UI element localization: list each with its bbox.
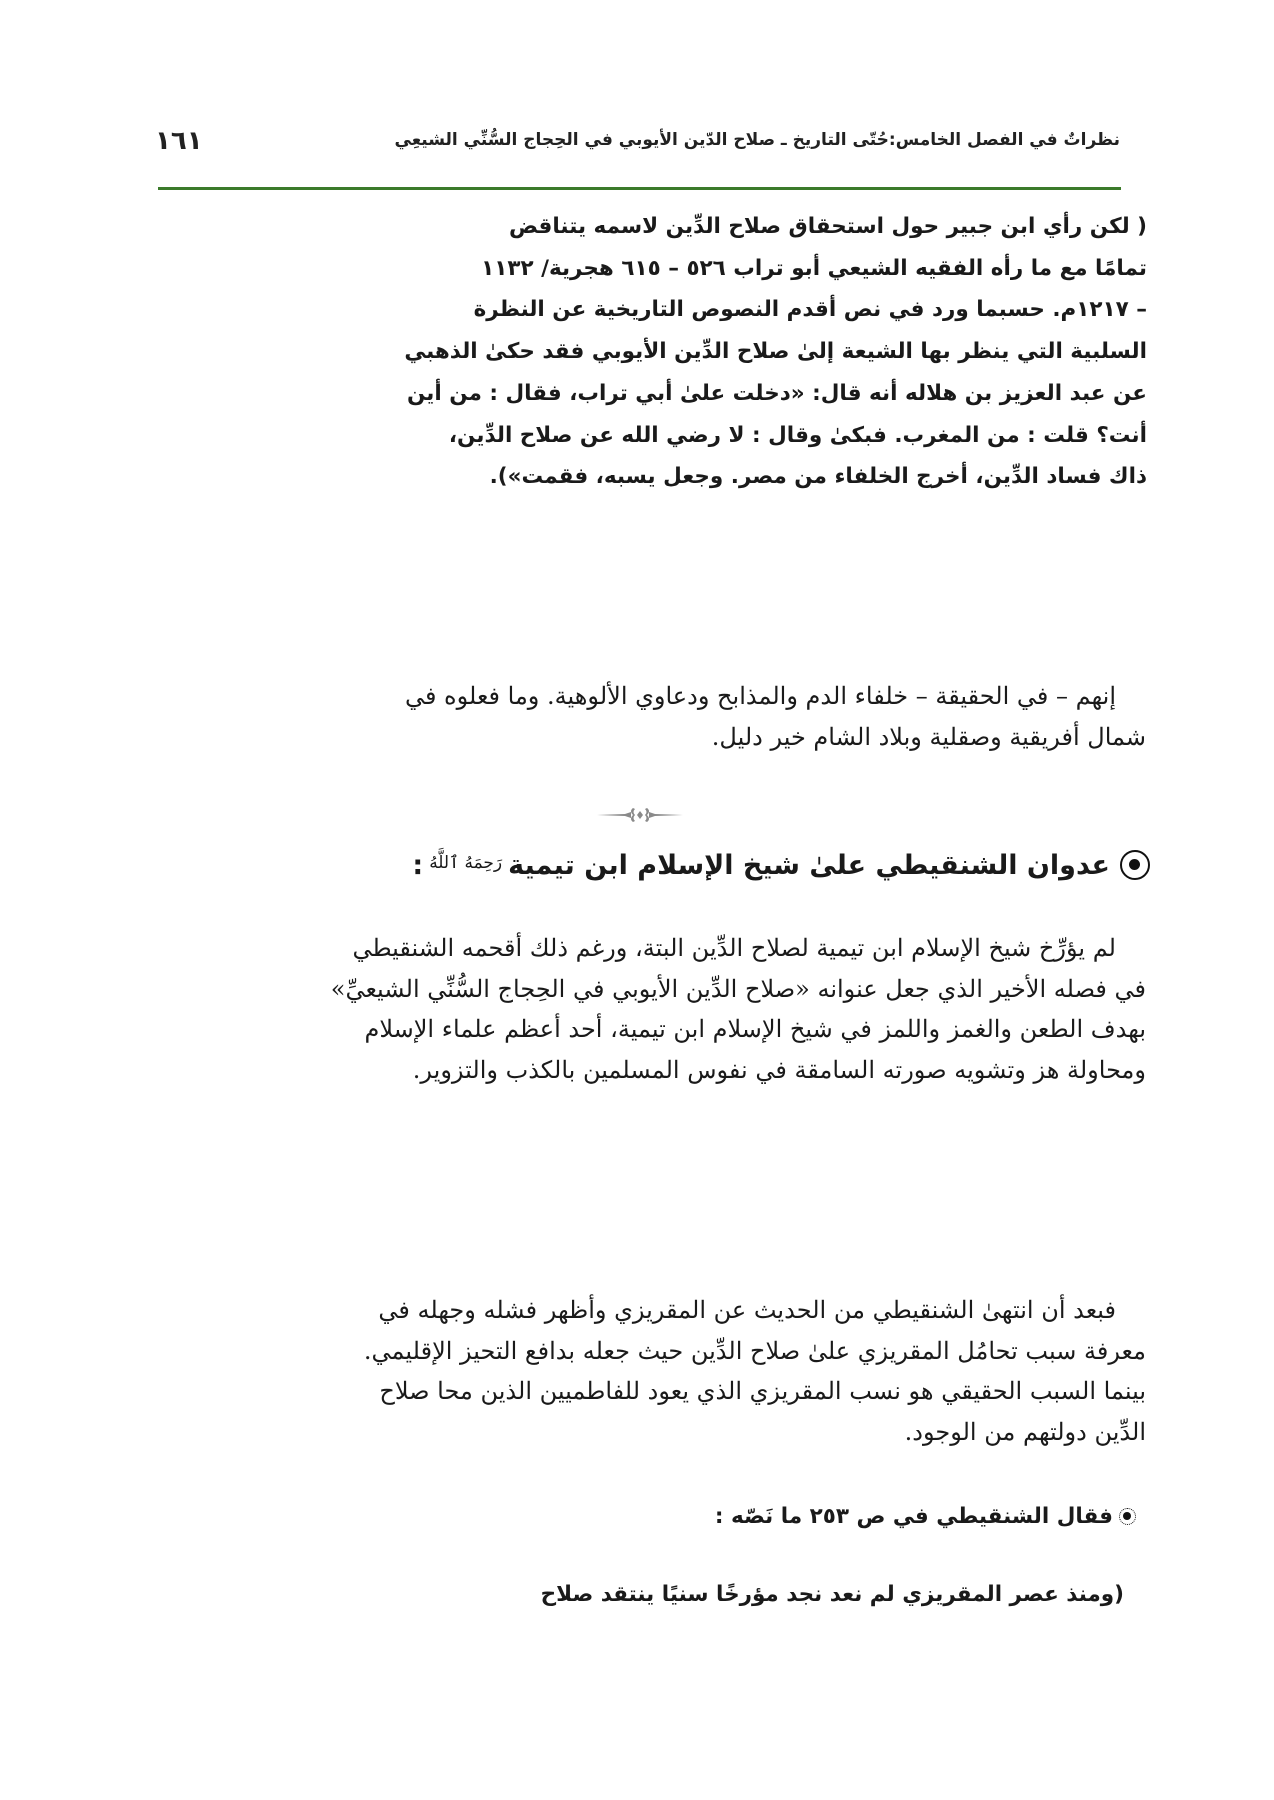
quote-line: تمامًا مع ما رأه الفقيه الشيعي أبو تراب ٥٢٦ – ٦١٥ هجرية/ ١١٣٢ (481, 255, 1147, 281)
target-bullet-icon (1120, 850, 1150, 880)
paragraph-line (150, 928, 1146, 969)
paragraph-1 (150, 676, 1146, 757)
paragraph-line: ومحاولة هز وتشويه صورته السامقة في نفوس المسلمين بالكذب والتزوير. (412, 1055, 1146, 1084)
bullet-text: فقال الشنقيطي في ص ٢٥٣ ما نَصّه : (714, 1504, 1113, 1529)
quote-line: أنت؟ قلت : من المغرب. فبكىٰ وقال : لا رضي الله عن صلاح الدِّين، (448, 422, 1147, 448)
paragraph-line (150, 1290, 1146, 1331)
paragraph-line: معرفة سبب تحامُل المقريزي علىٰ صلاح الدِّين حيث جعله بدافع التحيز الإقليمي. (363, 1336, 1146, 1365)
honorific: رَحِمَهُ ٱللَّهُ (429, 853, 503, 873)
quote-start: (ومنذ عصر المقريزي لم نعد نجد مؤرخًا سنيًا ينتقد صلاح (540, 1582, 1124, 1607)
header-rule (158, 187, 1121, 190)
quote-block (262, 206, 1147, 498)
page-number: ١٦١ (155, 126, 203, 156)
running-header (155, 118, 1120, 178)
paragraph-line: الدِّين دولتهم من الوجود. (904, 1417, 1146, 1446)
paragraph-line-text: إنهم – في الحقيقة – خلفاء الدم والمذابح ودعاوي الألوهية. وما فعلوه في (404, 682, 1116, 710)
section-heading-text: عدوان الشنقيطي علىٰ شيخ الإسلام ابن تيمية (508, 850, 1110, 881)
running-header-title: نظراتٌ في الفصل الخامس:حُتّى التاريخ ـ صلاح الدّين الأيوبي في الحِجاج السُّنِّي الشيعِي (394, 130, 1120, 150)
paragraph-line-text: لم يؤرِّخ شيخ الإسلام ابن تيمية لصلاح الدِّين البتة، ورغم ذلك أقحمه الشنقيطي (352, 934, 1116, 962)
quote-line: ( لكن رأي ابن جبير حول استحقاق صلاح الدِّين لاسمه يتناقض (508, 214, 1147, 239)
paragraph-3 (150, 1290, 1146, 1452)
quote-line: عن عبد العزيز بن هلاله أنه قال: «دخلت علىٰ أبي تراب، فقال : من أين (406, 380, 1147, 406)
dotted-bullet-icon (1119, 1508, 1136, 1525)
ornamental-divider-icon (595, 806, 685, 824)
heading-colon: : (412, 850, 424, 881)
paragraph-line: بهدف الطعن والغمز واللمز في شيخ الإسلام ابن تيمية، أحد أعظم علماء الإسلام (364, 1015, 1146, 1043)
paragraph-2 (150, 928, 1146, 1090)
quote-line: السلبية التي ينظر بها الشيعة إلىٰ صلاح الدِّين الأيوبي فقد حكىٰ الذهبي (404, 339, 1147, 365)
paragraph-line (150, 676, 1146, 717)
section-heading (280, 850, 1150, 881)
paragraph-line: بينما السبب الحقيقي هو نسب المقريزي الذي يعود للفاطميين الذين محا صلاح (379, 1377, 1146, 1405)
paragraph-line: في فصله الأخير الذي جعل عنوانه «صلاح الدِّين الأيوبي في الحِجاج السُّنِّي الشيعيِّ» (330, 974, 1146, 1003)
bullet-line (715, 1504, 1136, 1529)
paragraph-line: شمال أفريقية وصقلية وبلاد الشام خير دليل. (711, 722, 1146, 751)
paragraph-line-text: فبعد أن انتهىٰ الشنقيطي من الحديث عن المقريزي وأظهر فشله وجهله في (378, 1296, 1116, 1324)
quote-line: – ١٢١٧م. حسبما ورد في نص أقدم النصوص التاريخية عن النظرة (473, 297, 1147, 323)
quote-line: ذاك فساد الدِّين، أخرج الخلفاء من مصر. وجعل يسبه، فقمت»). (489, 464, 1147, 490)
